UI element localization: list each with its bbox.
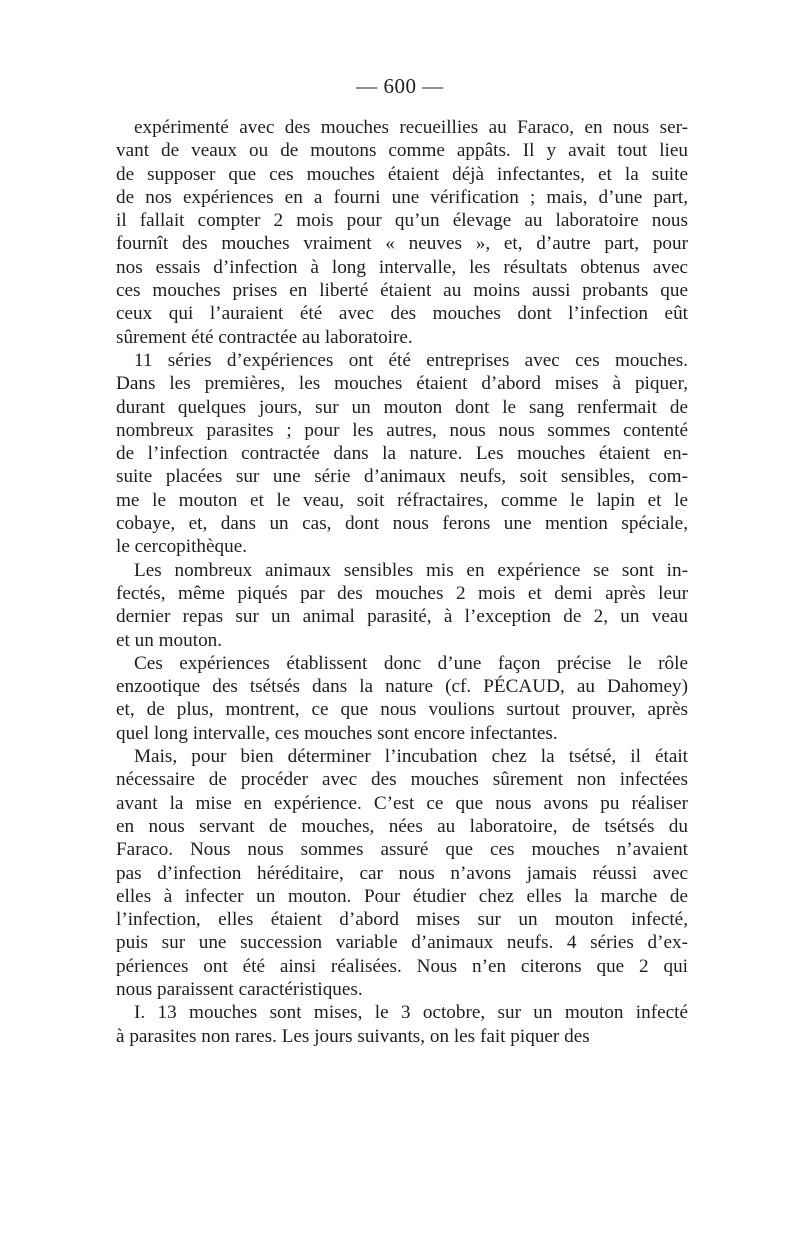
text-line: de nos expériences en a fourni une vérification ; mais, d’une part,: [116, 186, 688, 208]
text-line: quel long intervalle, ces mouches sont encore infectantes.: [116, 722, 558, 744]
text-line: I. 13 mouches sont mises, le 3 octobre, sur un mouton infecté: [134, 1002, 688, 1024]
text-line: expérimenté avec des mouches recueillies au Faraco, en nous ser-: [134, 117, 688, 138]
paragraph-p4: [116, 652, 688, 745]
text-line: le cercopithèque.: [116, 536, 248, 558]
paragraph-p2: [116, 349, 688, 559]
text-line: nous paraissent caractéristiques.: [116, 978, 363, 1000]
text-line: Faraco. Nous nous sommes assuré que ces mouches n’avaient: [116, 839, 688, 861]
text-line: fournît des mouches vraiment « neuves », et, d’autre part, pour: [116, 233, 688, 255]
text-line: Dans les premières, les mouches étaient d’abord mises à piquer,: [116, 373, 688, 395]
text-line: puis sur une succession variable d’animaux neufs. 4 séries d’ex-: [116, 932, 688, 954]
text-line: dernier repas sur un animal parasité, à l’exception de 2, un veau: [116, 606, 688, 628]
text-line: me le mouton et le veau, soit réfractaires, comme le lapin et le: [116, 489, 688, 511]
text-line: de supposer que ces mouches étaient déjà infectantes, et la suite: [116, 163, 688, 185]
text-line: à parasites non rares. Les jours suivants, on les fait piquer des: [116, 1025, 590, 1047]
text-line: fectés, même piqués par des mouches 2 mois et demi après leur: [116, 582, 688, 604]
text-line: en nous servant de mouches, nées au laboratoire, de tsétsés du: [116, 815, 688, 837]
page-number: — 600 —: [356, 74, 444, 98]
text-line: Les nombreux animaux sensibles mis en expérience se sont in-: [134, 559, 688, 581]
text-line: nos essais d’infection à long intervalle, les résultats obtenus avec: [116, 256, 688, 278]
text-line: vant de veaux ou de moutons comme appâts. Il y avait tout lieu: [116, 140, 688, 162]
text-line: l’infection, elles étaient d’abord mises sur un mouton infecté,: [116, 909, 688, 931]
text-line: de l’infection contractée dans la nature. Les mouches étaient en-: [116, 443, 688, 465]
text-line: nécessaire de procéder avec des mouches sûrement non infectées: [116, 769, 688, 791]
paragraph-p3: [116, 559, 688, 652]
text-line: pas d’infection héréditaire, car nous n’avons jamais réussi avec: [116, 862, 688, 884]
paragraph-p6: [116, 1001, 688, 1048]
text-line: ceux qui l’auraient été avec des mouches dont l’infection eût: [116, 303, 688, 325]
text-line: et, de plus, montrent, ce que nous voulions surtout prouver, après: [116, 699, 688, 721]
text-line: nombreux parasites ; pour les autres, nous nous sommes contenté: [116, 419, 688, 441]
text-line: elles à infecter un mouton. Pour étudier chez elles la marche de: [116, 885, 688, 907]
paragraph-p1: [116, 116, 688, 349]
text-line: et un mouton.: [116, 629, 223, 651]
text-line: ces mouches prises en liberté étaient au moins aussi probants que: [116, 280, 688, 302]
text-line: enzootique des tsétsés dans la nature (cf. PÉCAUD, au Dahomey): [116, 676, 688, 698]
text-line: Mais, pour bien déterminer l’incubation chez la tsétsé, il était: [134, 746, 688, 768]
text-line: suite placées sur une série d’animaux neufs, soit sensibles, com-: [116, 466, 688, 488]
text-line: avant la mise en expérience. C’est ce que nous avons pu réaliser: [116, 792, 688, 814]
text-line: sûrement été contractée au laboratoire.: [116, 326, 413, 348]
text-line: il fallait compter 2 mois pour qu’un élevage au laboratoire nous: [116, 210, 688, 232]
text-line: périences ont été ainsi réalisées. Nous n’en citerons que 2 qui: [116, 955, 688, 977]
text-line: Ces expériences établissent donc d’une façon précise le rôle: [134, 652, 688, 674]
text-line: 11 séries d’expériences ont été entreprises avec ces mouches.: [134, 349, 688, 371]
paragraph-p5: [116, 745, 688, 1001]
text-line: cobaye, et, dans un cas, dont nous ferons une mention spéciale,: [116, 513, 688, 535]
text-line: durant quelques jours, sur un mouton dont le sang renfermait de: [116, 396, 688, 418]
body-text: [116, 116, 688, 1048]
